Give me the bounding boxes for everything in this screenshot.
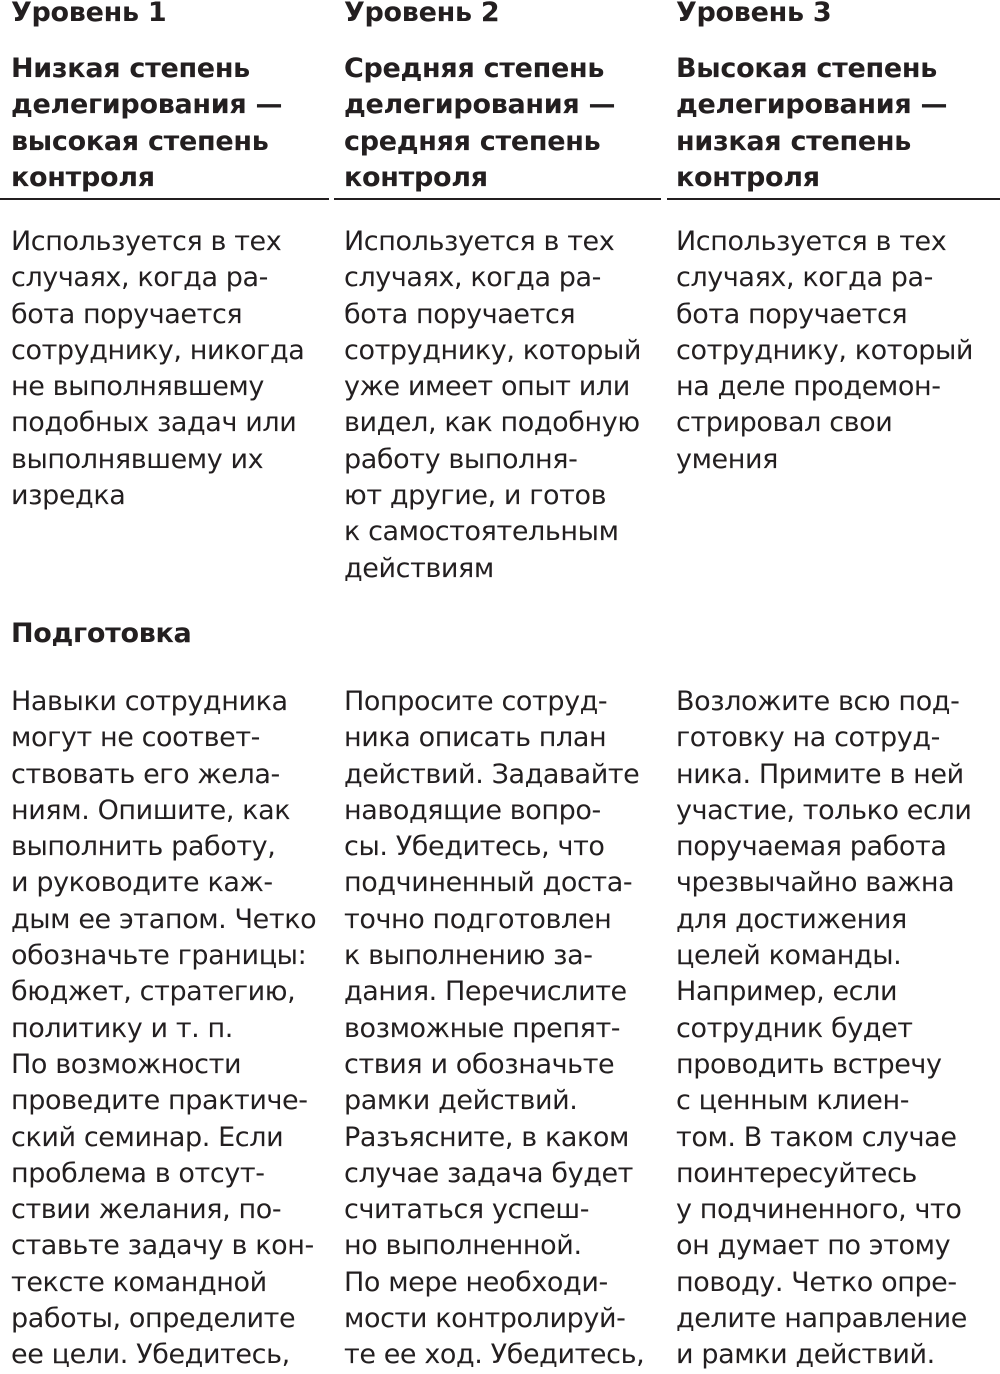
text-line: мости контролируй- <box>344 1303 626 1335</box>
degree-line: низкая степень <box>676 125 912 157</box>
text-line: на деле продемон- <box>676 371 941 403</box>
degree-line: контроля <box>11 161 155 193</box>
text-line: к самостоятельным <box>344 516 619 548</box>
text-line: выполнявшему их <box>11 443 264 475</box>
text-line: работу выполня- <box>344 443 578 475</box>
text-line: дания. Перечислите <box>344 976 627 1008</box>
text-line: поручаемая работа <box>676 831 947 863</box>
header-divider-2 <box>334 198 661 200</box>
degree-line: высокая степень <box>11 125 269 157</box>
degree-line: контроля <box>676 161 820 193</box>
text-line: участие, только если <box>676 794 972 826</box>
text-line: тексте командной <box>11 1266 267 1298</box>
text-line: рамки действий. <box>344 1085 578 1117</box>
degree-line: делегирования — <box>344 89 616 121</box>
text-line: и руководите каж- <box>11 867 273 899</box>
text-line: сотруднику, который <box>676 334 974 366</box>
text-line: ставьте задачу в кон- <box>11 1230 314 1262</box>
level-title: Уровень 2 <box>344 0 500 28</box>
text-line: чрезвычайно важна <box>676 867 955 899</box>
text-line: у подчиненного, что <box>676 1194 962 1226</box>
text-line: изредка <box>11 480 126 512</box>
usage-description <box>676 224 973 478</box>
text-line: подобных задач или <box>11 407 297 439</box>
degree-line: делегирования — <box>11 89 283 121</box>
text-line: он думает по этому <box>676 1230 951 1262</box>
text-line: Используется в тех <box>344 226 615 257</box>
text-line: точно подготовлен <box>344 903 612 935</box>
level-title: Уровень 1 <box>11 0 167 28</box>
text-line: сы. Убедитесь, что <box>344 831 605 863</box>
text-line: работы, определите <box>11 1303 296 1335</box>
text-line: ский семинар. Если <box>11 1121 284 1153</box>
degree-heading <box>11 51 282 196</box>
text-line: случаях, когда ра- <box>344 262 601 294</box>
text-line: ствовать его жела- <box>11 758 280 790</box>
level-column-3 <box>676 0 994 1371</box>
text-line: делите направление <box>676 1303 967 1335</box>
text-line: Например, если <box>676 976 898 1008</box>
degree-line: Высокая степень <box>676 53 937 84</box>
text-line: бота поручается <box>11 298 243 330</box>
section-title-preparation: Подготовка <box>11 618 192 649</box>
text-line: целей команды. <box>676 940 902 972</box>
text-line: проблема в отсут- <box>11 1157 265 1189</box>
text-line: но выполненной. <box>344 1230 582 1262</box>
text-line: проведите практиче- <box>11 1085 308 1117</box>
text-line: поинтересуйтесь <box>676 1157 917 1189</box>
text-line: случаях, когда ра- <box>11 262 268 294</box>
degree-line: Средняя степень <box>344 53 605 84</box>
text-line: ника. Примите в ней <box>676 758 964 790</box>
degree-line: делегирования — <box>676 89 948 121</box>
text-line: видел, как подобную <box>344 407 640 439</box>
text-line: По возможности <box>11 1048 242 1080</box>
text-line: наводящие вопро- <box>344 794 601 826</box>
text-line: Используется в тех <box>676 226 947 257</box>
text-line: том. В таком случае <box>676 1121 957 1153</box>
usage-description <box>11 224 304 514</box>
text-line: бюджет, стратегию, <box>11 976 296 1008</box>
text-line: действий. Задавайте <box>344 758 640 790</box>
text-line: ствии желания, по- <box>11 1194 282 1226</box>
degree-heading <box>344 51 615 196</box>
text-line: случаях, когда ра- <box>676 262 933 294</box>
text-line: для достижения <box>676 903 907 935</box>
degree-heading <box>676 51 947 196</box>
text-line: ее цели. Убедитесь, <box>11 1339 290 1371</box>
text-line: и рамки действий. <box>676 1339 935 1371</box>
text-line: считаться успеш- <box>344 1194 590 1226</box>
text-line: готовку на сотруд- <box>676 722 940 754</box>
text-line: выполнить работу, <box>11 831 276 863</box>
text-line: с ценным клиен- <box>676 1085 910 1117</box>
text-line: поводу. Четко опре- <box>676 1266 957 1298</box>
header-divider-3 <box>667 198 1000 200</box>
text-line: дым ее этапом. Четко <box>11 903 317 935</box>
text-line: случае задача будет <box>344 1157 634 1189</box>
text-line: Используется в тех <box>11 226 282 257</box>
degree-line: контроля <box>344 161 488 193</box>
text-line: те ее ход. Убедитесь, <box>344 1339 645 1371</box>
text-line: Попросите сотруд- <box>344 686 608 717</box>
text-line: Навыки сотрудника <box>11 686 288 717</box>
text-line: ниям. Опишите, как <box>11 794 291 826</box>
text-line: умения <box>676 443 779 475</box>
text-line: Разъясните, в каком <box>344 1121 629 1153</box>
text-line: возможные препят- <box>344 1012 621 1044</box>
text-line: ника описать план <box>344 722 607 754</box>
text-line: не выполнявшему <box>11 371 264 403</box>
text-line: бота поручается <box>344 298 576 330</box>
text-line: ют другие, и готов <box>344 480 607 512</box>
text-line: ствия и обозначьте <box>344 1048 615 1080</box>
text-line: могут не соответ- <box>11 722 261 754</box>
header-divider-1 <box>0 198 329 200</box>
text-line: Возложите всю под- <box>676 686 960 717</box>
text-line: уже имеет опыт или <box>344 371 630 403</box>
text-line: стрировал свои <box>676 407 893 439</box>
text-line: сотруднику, никогда <box>11 334 305 366</box>
usage-description <box>344 224 641 587</box>
preparation-text <box>11 684 316 1374</box>
text-line: действиям <box>344 552 494 584</box>
text-line: к выполнению за- <box>344 940 593 972</box>
text-line: сотруднику, который <box>344 334 642 366</box>
degree-line: средняя степень <box>344 125 601 157</box>
text-line: По мере необходи- <box>344 1266 608 1298</box>
preparation-text <box>676 684 971 1374</box>
preparation-text <box>344 684 644 1374</box>
degree-line: Низкая степень <box>11 53 250 84</box>
text-line: проводить встречу <box>676 1048 942 1080</box>
level-column-2 <box>344 0 662 1371</box>
text-line: политику и т. п. <box>11 1012 233 1044</box>
text-line: сотрудник будет <box>676 1012 913 1044</box>
text-line: обозначьте границы: <box>11 940 307 972</box>
text-line: бота поручается <box>676 298 908 330</box>
level-title: Уровень 3 <box>676 0 832 28</box>
text-line: подчиненный доста- <box>344 867 633 899</box>
